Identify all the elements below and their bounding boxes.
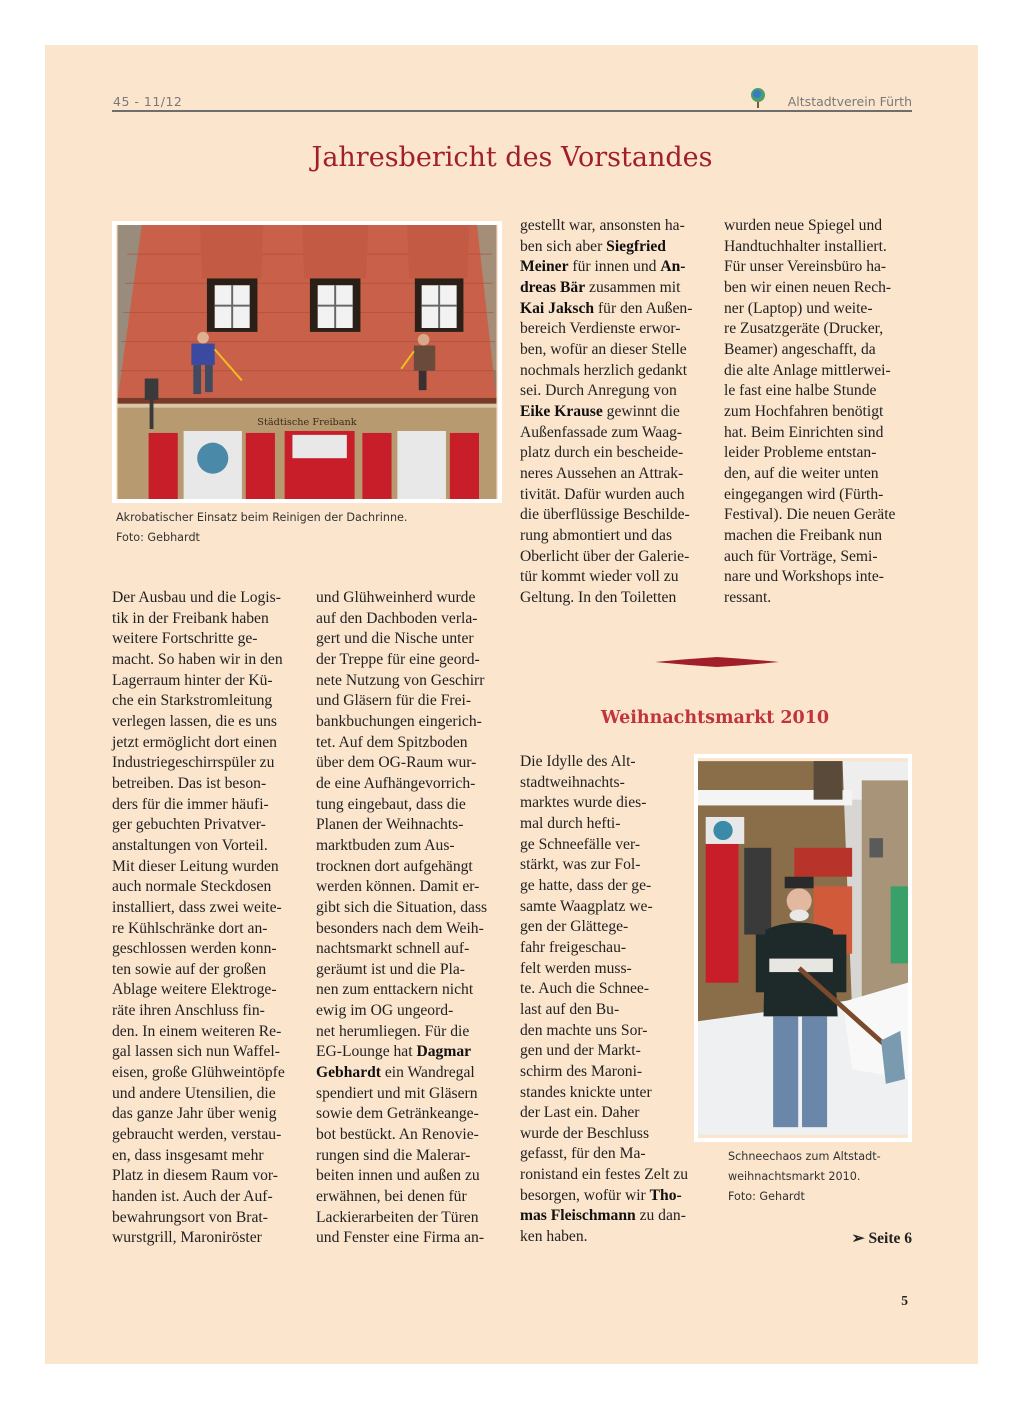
- section-title-weihnachtsmarkt: Weihnachtsmarkt 2010: [600, 708, 830, 728]
- article-column-3: [520, 216, 707, 608]
- article-column-2: [316, 588, 503, 1249]
- photo1-credit: Foto: Gebhardt: [116, 531, 200, 544]
- weihnachtsmarkt-text: [520, 752, 695, 1248]
- continued-on-page-link[interactable]: ➢ Seite 6: [851, 1230, 912, 1247]
- photo1-caption: [116, 508, 407, 548]
- col3-text-1: gestellt war, ansonsten ha- ben sich aber: [520, 217, 685, 255]
- page-number: 5: [901, 1293, 908, 1308]
- photo2-credit: Foto: Gehardt: [728, 1190, 805, 1203]
- photo2-caption: [728, 1147, 881, 1207]
- person-name-fleischmann: Tho- mas Fleischmann: [520, 1186, 682, 1225]
- col3-text-4: für den Außen- bereich Verdienste erwor- ben, wofür an dieser Stelle nochmals herzlich gedankt sei. Durch Anregung von: [520, 299, 693, 400]
- article-column-4: wurden neue Spiegel und Handtuchhalter installiert. Für unser Vereinsbüro ha- ben wir einen neuen Rech- ner (Laptop) und weite- re Zusatzgeräte (Drucker, Beamer) angeschafft, da die alte Anlage mittlerwei- le fast eine halbe Stunde zum Hochfahren benötigt hat. Beim Einrichten sind leider Probleme entstan- den, auf die weiter unten eingegangen wird (Fürth- Festival). Die neuen Geräte machen die Freibank nun auch für Vorträge, Semi- nare und Workshops inte- ressant.: [724, 217, 896, 606]
- weihnachtsmarkt-text-2: zu dan- ken haben.: [520, 1207, 686, 1246]
- freibank-sign-text: Städtische Freibank: [257, 417, 357, 429]
- weihnachtsmarkt-text-1: Die Idylle des Alt- stadtweihnachts- marktes wurde dies- mal durch hefti- ge Schneefälle ver- stärkt, was zur Fol- ge hatte, dass der ge- samte Waagplatz we- gen der Glättege- fahr freigeschau- felt werden muss- te. Auch die Schnee- last auf den Bu- den machte uns Sor- gen und der Markt- schirm des Maroni- standes knickte unter der Last ein. Daher wurde der Beschluss gefasst, für den Ma- ronistand ein festes Zelt zu besorgen, wofür wir: [520, 753, 689, 1204]
- organization-name: Altstadtverein Fürth: [787, 94, 912, 109]
- tree-logo-icon: [749, 87, 767, 109]
- person-name-baer: An- dreas Bär: [520, 258, 686, 296]
- page-title: Jahresbericht des Vorstandes: [311, 142, 713, 173]
- col3-text-2: für innen und: [568, 258, 661, 276]
- ornament-divider: [655, 656, 779, 668]
- roof-cleaning-photo: [112, 221, 502, 503]
- col3-text-5: gewinnt die Außenfassade zum Waag- platz durch ein bescheide- neres Aussehen an Attrak- tivität. Dafür wurden auch die überflüssige Beschilde- rung abmontiert und das Oberlicht über der Galerie- tür kommt wieder voll zu Geltung. In den Toiletten: [520, 402, 690, 606]
- header-rule: [112, 110, 912, 112]
- photo2-caption-line2: weihnachtsmarkt 2010.: [728, 1170, 861, 1183]
- person-name-krause: Eike Krause: [520, 402, 603, 420]
- photo2-caption-line1: Schneechaos zum Altstadt-: [728, 1150, 881, 1163]
- person-name-meiner: Siegfried Meiner: [520, 237, 666, 276]
- col2-text-2: ein Wandregal spendiert und mit Gläsern sowie dem Getränkeange- bot bestückt. An Renovie- rungen sind die Malerar- beiten innen und außen zu erwähnen, bei denen für Lackierarbeiten der Türen und Fenster eine Firma an-: [316, 1064, 485, 1247]
- issue-number: 45 - 11/12: [113, 94, 183, 109]
- person-name-jaksch: Kai Jaksch: [520, 299, 595, 317]
- person-name-gebhardt: Dagmar Gebhardt: [316, 1043, 472, 1082]
- snow-chaos-photo: [694, 754, 912, 1142]
- photo1-caption-line1: Akrobatischer Einsatz beim Reinigen der Dachrinne.: [116, 511, 408, 524]
- article-column-1: Der Ausbau und die Logis- tik in der Freibank haben weitere Fortschritte ge- macht. So haben wir in den Lagerraum hinter der Kü- che ein Starkstromleitung verlegen lassen, die es uns jetzt ermöglicht dort einen Industriegeschirrspüler zu betreiben. Das ist beson- ders für die immer häufi- ger gebuchten Privatver- anstaltungen von Vorteil. Mit dieser Leitung wurden auch normale Steckdosen installiert, dass zwei weite- re Kühlschränke dort an- geschlossen werden konn- ten sowie auf der großen Ablage weitere Elektroge- räte ihren Anschluss fin- den. In einem weiteren Re- gal lassen sich nun Waffel- eisen, große Glühweintöpfe und andere Utensilien, die das ganze Jahr über wenig gebraucht werden, verstau- en, dass insgesamt mehr Platz in diesem Raum vor- handen ist. Auch der Auf- bewahrungsort von Brat- wurstgrill, Maroniröster: [112, 589, 285, 1247]
- col2-text-1: und Glühweinherd wurde auf den Dachboden verla- gert und die Nische unter der Treppe für eine geord- nete Nutzung von Geschirr und Gläsern für die Frei- bankbuchungen eingerich- tet. Auf dem Spitzboden über dem OG-Raum wur- de eine Aufhängevorrich- tung eingebaut, dass die Planen der Weihnachts- marktbuden zum Aus- trocknen dort aufgehängt werden können. Damit er- gibt sich die Situation, dass besonders nach dem Weih- nachtsmarkt schnell auf- geräumt ist und die Pla- nen zum enttackern nicht ewig im OG ungeord- net herumliegen. Für die EG-Lounge hat: [316, 589, 488, 1061]
- col3-text-3: zusammen mit: [589, 278, 681, 296]
